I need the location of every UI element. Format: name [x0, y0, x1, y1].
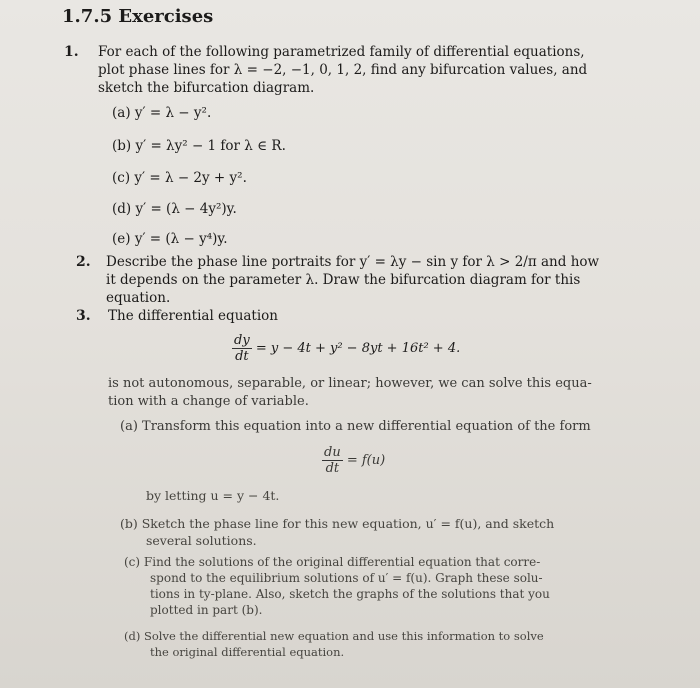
exercise-1b: (b) y′ = λy² − 1 for λ ∈ R. [112, 138, 286, 154]
fraction-numerator: dy [234, 333, 250, 348]
exercise-3d-line: (d) Solve the differential new equation and use this information to solve [124, 629, 544, 643]
exercise-2-line: it depends on the parameter λ. Draw the bifurcation diagram for this [106, 272, 581, 288]
exercise-3d [124, 628, 544, 660]
equation-rhs: = f(u) [346, 453, 386, 468]
exercise-3b-line: (b) Sketch the phase line for this new equation, u′ = f(u), and sketch [120, 516, 555, 531]
equation-du-dt [322, 445, 385, 476]
exercise-3c-line: (c) Find the solutions of the original differential equation that corre- [124, 555, 541, 569]
exercise-2-line: Describe the phase line portraits for y′ = λy − sin y for λ > 2/π and how [106, 254, 600, 270]
exercise-3-number: 3. [76, 308, 91, 324]
fraction-numerator: du [324, 445, 341, 460]
exercise-1-number: 1. [64, 44, 79, 60]
exercise-3c-line: tions in ty-plane. Also, sketch the graphs of the solutions that you [150, 587, 550, 601]
equation-rhs: = y − 4t + y² − 8yt + 16t² + 4. [255, 341, 461, 356]
equation-dy-dt [232, 333, 460, 364]
exercise-3b [120, 515, 554, 549]
exercise-3a-line: (a) Transform this equation into a new differential equation of the form [120, 419, 591, 434]
exercise-1-line: For each of the following parametrized family of differential equations, [98, 44, 585, 60]
fraction-denominator: dt [325, 461, 340, 476]
fraction-denominator: dt [235, 349, 249, 364]
exercise-1e: (e) y′ = (λ − y⁴)y. [112, 231, 228, 247]
exercise-3c [124, 554, 550, 618]
exercise-2-number: 2. [76, 254, 91, 270]
exercise-3c-line: plotted in part (b). [150, 603, 263, 617]
exercise-1-text [98, 43, 587, 97]
exercise-3b-line: several solutions. [146, 533, 257, 548]
exercise-3-line: is not autonomous, separable, or linear; however, we can solve this equa- [108, 376, 592, 391]
exercise-2-line: equation. [106, 290, 171, 306]
fraction [322, 445, 343, 476]
exercise-3-line: tion with a change of variable. [108, 394, 309, 409]
exercise-1a: (a) y′ = λ − y². [112, 105, 212, 121]
exercise-3d-line: the original differential equation. [150, 645, 345, 659]
exercise-3c-line: spond to the equilibrium solutions of u′ = f(u). Graph these solu- [150, 571, 543, 585]
section-title: 1.7.5 Exercises [62, 6, 214, 27]
exercise-2-text [106, 253, 599, 307]
exercise-1-line: plot phase lines for λ = −2, −1, 0, 1, 2, find any bifurcation values, and [98, 62, 588, 78]
exercise-1d: (d) y′ = (λ − 4y²)y. [112, 201, 237, 217]
exercise-1-line: sketch the bifurcation diagram. [98, 80, 315, 96]
exercise-1c: (c) y′ = λ − 2y + y². [112, 170, 247, 186]
exercise-3a-after: by letting u = y − 4t. [146, 488, 280, 503]
fraction [232, 333, 252, 364]
exercise-3-text [108, 375, 592, 411]
exercise-3-intro: The differential equation [108, 308, 278, 324]
